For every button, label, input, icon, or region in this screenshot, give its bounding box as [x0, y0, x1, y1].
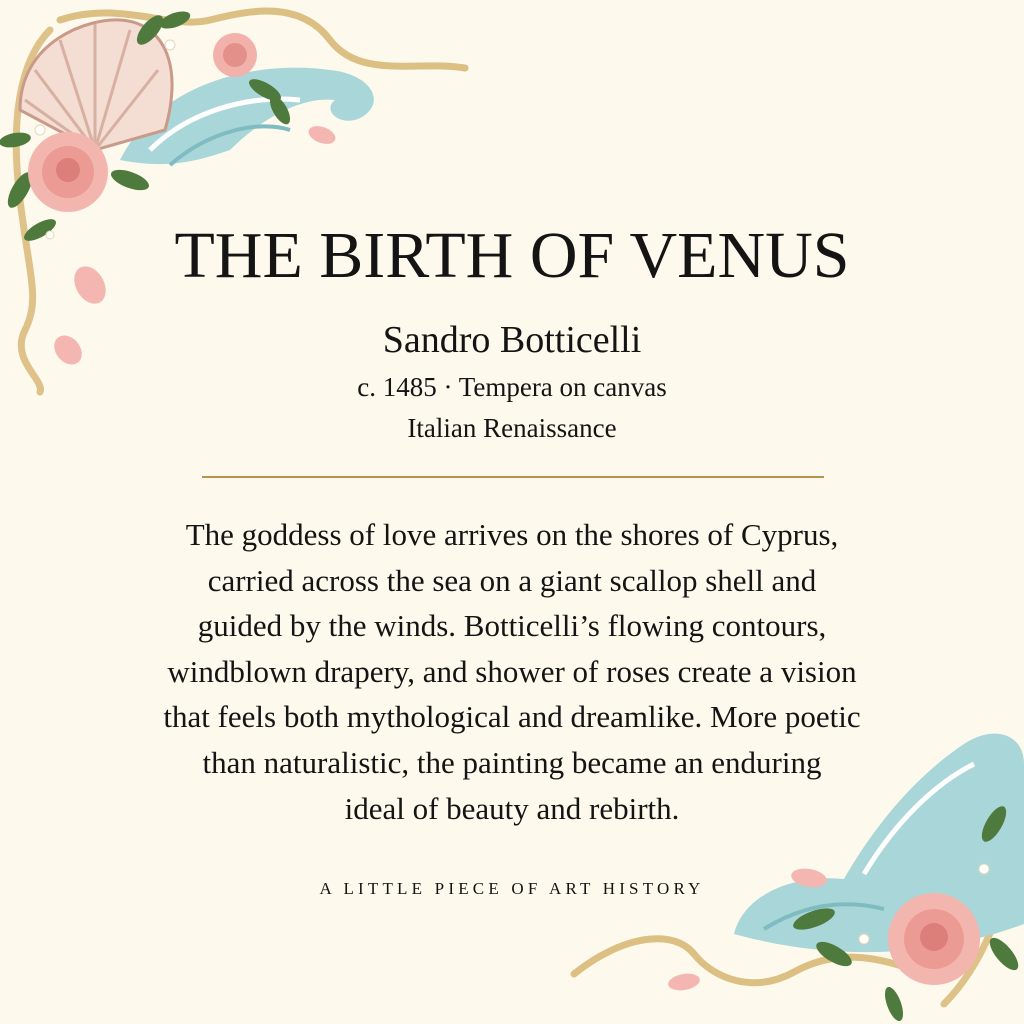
artist-name: Sandro Botticelli	[382, 319, 642, 361]
description-line: than naturalistic, the painting became an enduring	[202, 744, 822, 780]
art-movement: Italian Renaissance	[407, 413, 617, 443]
description-line: ideal of beauty and rebirth.	[344, 790, 680, 826]
description-line: windblown drapery, and shower of roses create a vision	[167, 653, 857, 689]
description-line: that feels both mythological and dreamlike. More poetic	[163, 699, 861, 735]
description-line: The goddess of love arrives on the shores of Cyprus,	[185, 517, 839, 552]
divider	[202, 476, 824, 478]
description-line: guided by the winds. Botticelli’s flowing contours,	[197, 608, 827, 644]
date-and-medium: c. 1485 · Tempera on canvas	[357, 372, 667, 402]
description-line: carried across the sea on a giant scallop shell and	[207, 562, 817, 598]
artwork-description	[100, 512, 924, 831]
artwork-title: THE BIRTH OF VENUS	[174, 219, 850, 292]
tagline: A LITTLE PIECE OF ART HISTORY	[319, 879, 705, 898]
